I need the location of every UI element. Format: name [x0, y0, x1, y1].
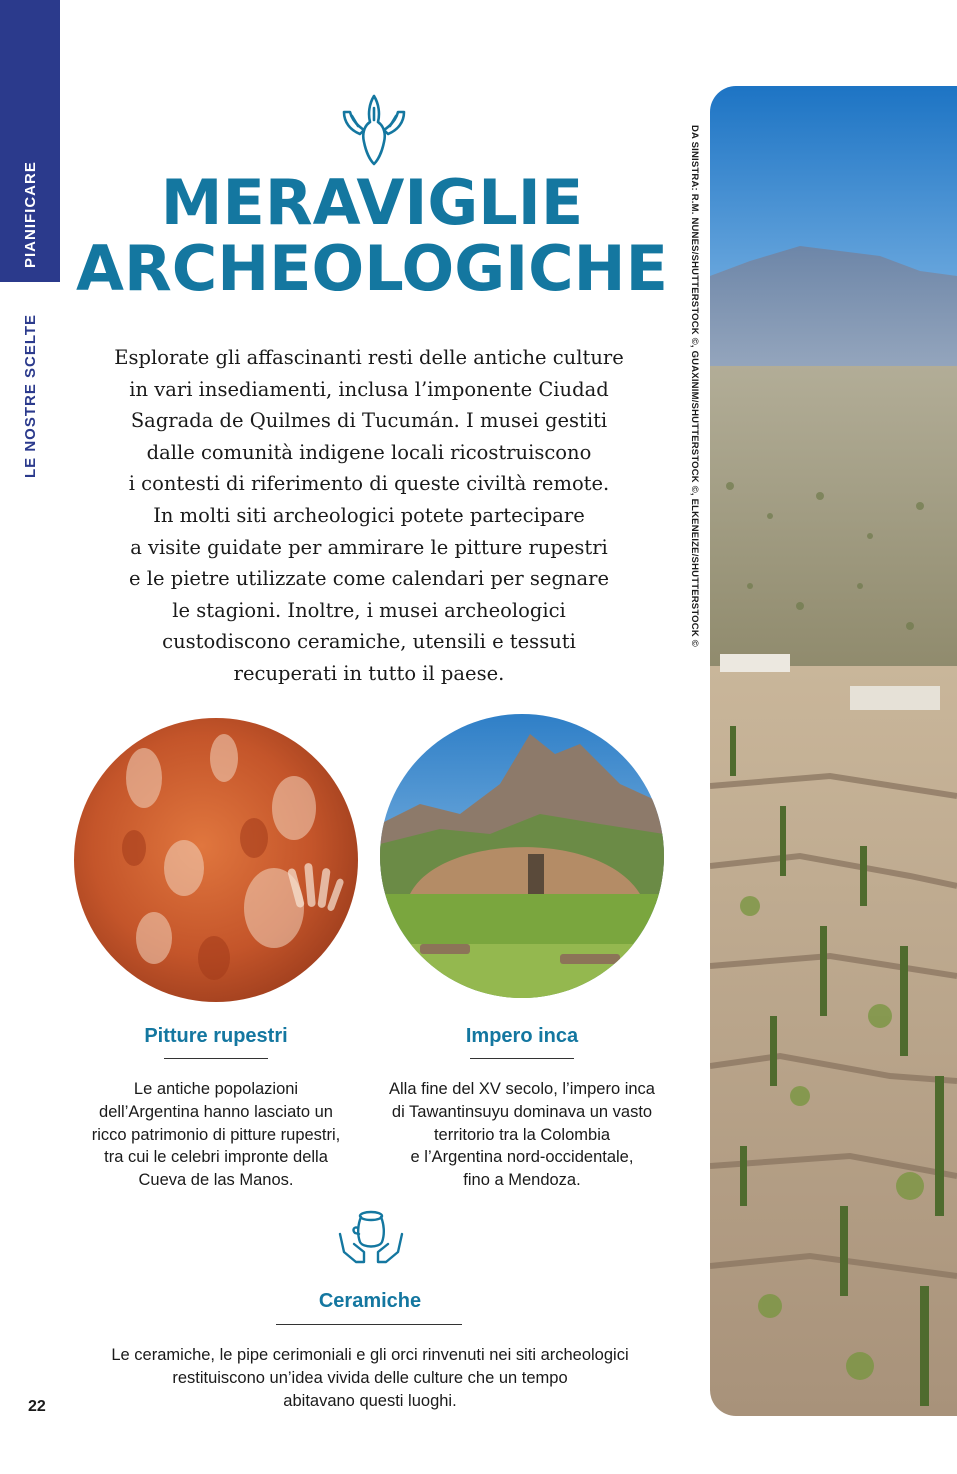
feature-line: Le ceramiche, le pipe cerimoniali e gli orci rinvenuti nei siti archeologici — [111, 1346, 629, 1364]
intro-line: e le pietre utilizzate come calendari per segnare — [129, 567, 609, 591]
pottery-hands-icon — [336, 1204, 406, 1274]
cave-paintings-photo — [74, 718, 358, 1002]
divider — [276, 1324, 462, 1325]
quilmes-ruins-photo — [710, 86, 957, 1416]
inca-ruins-photo — [380, 714, 664, 998]
page-title — [62, 166, 682, 305]
intro-line: custodiscono ceramiche, utensili e tessuti — [162, 630, 576, 654]
title-line-1: MERAVIGLIE — [160, 166, 584, 239]
feature-line: dell’Argentina hanno lasciato un — [99, 1102, 333, 1121]
divider — [164, 1058, 268, 1059]
intro-line: Sagrada de Quilmes di Tucumán. I musei gestiti — [130, 409, 608, 433]
divider — [470, 1058, 574, 1059]
feature-line: territorio tra la Colombia — [433, 1125, 611, 1144]
intro-line: In molti siti archeologici potete partecipare — [153, 503, 585, 527]
intro-paragraph — [66, 342, 672, 690]
feature-title: Impero inca — [465, 1025, 579, 1047]
feature-line: Le antiche popolazioni — [133, 1080, 299, 1098]
feature-line: Alla fine del XV secolo, l’impero inca — [389, 1080, 655, 1098]
feature-text — [76, 1078, 356, 1192]
feature-line: restituiscono un’idea vivida delle culture che un tempo — [172, 1368, 568, 1387]
feature-line: tra cui le celebri impronte della — [104, 1148, 328, 1167]
dinosaur-footprint-icon — [334, 90, 414, 170]
intro-line: i contesti di riferimento di queste civiltà remote. — [128, 472, 610, 496]
page-number: 22 — [28, 1398, 46, 1415]
feature-text — [80, 1344, 660, 1412]
photo-credit: DA SINISTRA: R.M. NUNES/SHUTTERSTOCK ©, GUAXINIM/SHUTTERSTOCK ©, ELKENEIZE/SHUTTERSTOCK © — [689, 125, 700, 647]
feature-text — [372, 1078, 672, 1192]
intro-line: le stagioni. Inoltre, i musei archeologici — [172, 598, 566, 622]
intro-line: in vari insediamenti, inclusa l’imponente Ciudad — [129, 377, 609, 401]
section-label: PIANIFICARE — [22, 161, 39, 268]
intro-line: dalle comunità indigene locali ricostruiscono — [146, 440, 592, 464]
title-line-2: ARCHEOLOGICHE — [76, 232, 668, 305]
feature-line: di Tawantinsuyu dominava un vasto — [391, 1102, 653, 1121]
intro-line: Esplorate gli affascinanti resti delle antiche culture — [114, 346, 624, 369]
intro-line: recuperati in tutto il paese. — [233, 661, 505, 685]
feature-title: Pitture rupestri — [144, 1025, 288, 1047]
feature-line: abitavano questi luoghi. — [283, 1391, 457, 1410]
intro-line: a visite guidate per ammirare le pitture rupestri — [130, 535, 608, 559]
feature-line: e l’Argentina nord-occidentale, — [410, 1148, 634, 1167]
feature-line: Cueva de las Manos. — [138, 1171, 294, 1190]
feature-line: ricco patrimonio di pitture rupestri, — [91, 1125, 341, 1144]
feature-line: fino a Mendoza. — [463, 1171, 581, 1190]
feature-title: Ceramiche — [318, 1290, 422, 1312]
subsection-label: LE NOSTRE SCELTE — [22, 313, 39, 478]
